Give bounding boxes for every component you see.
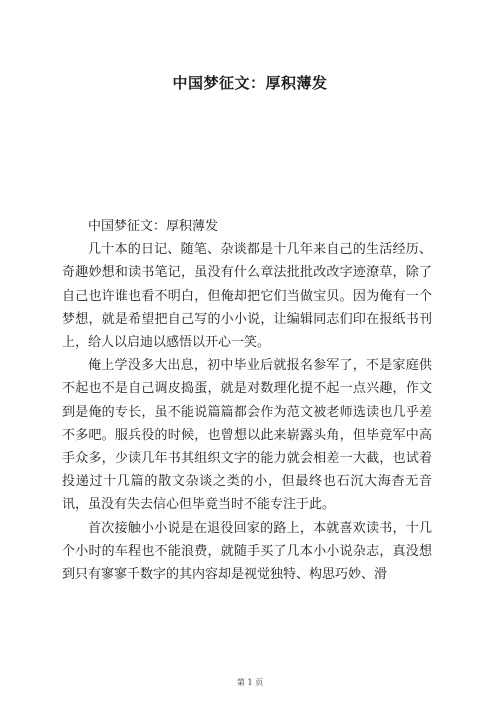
paragraph: 俺上学没多大出息，初中毕业后就报名参军了，不是家庭供不起也不是自己调皮捣蛋，就是对数理化提不起一点兴趣，作文到是俺的专长，虽不能说篇篇都会作为范文被老师选读也几乎差不多吧。服兵役的时候，也曾想以此来崭露头角，但毕竟军中高手众多，少读几年书其组织文字的能力就会相差一大截，也试着投递过十几篇的散文杂谈之类的小，但最终也石沉大海杳无音讯，虽没有失去信心但毕竟当时不能专注于此。: [62, 358, 432, 513]
page-number: 第 1 页: [236, 678, 264, 687]
paragraph: 首次接触小小说是在退役回家的路上，本就喜欢读书，十几个小时的车程也不能浪费，就随手买了几本小小说杂志，真没想到只有寥寥千数字的其内容却是视觉独特、构思巧妙、滑: [62, 520, 432, 583]
document-subtitle: 中国梦征文：厚积薄发: [88, 219, 219, 234]
paragraph: 几十本的日记、随笔、杂谈都是十几年来自己的生活经历、奇趣妙想和读书笔记，虽没有什么章法批批改改字迹潦草，除了自己也许谁也看不明白，但俺却把它们当做宝贝。因为俺有一个梦想，就是希望把自己写的小小说，让编辑同志们印在报纸书刊上，给人以启迪以感悟以开心一笑。: [62, 242, 432, 351]
page-title: 中国梦征文：厚积薄发: [172, 74, 328, 92]
document-body: [62, 215, 432, 586]
